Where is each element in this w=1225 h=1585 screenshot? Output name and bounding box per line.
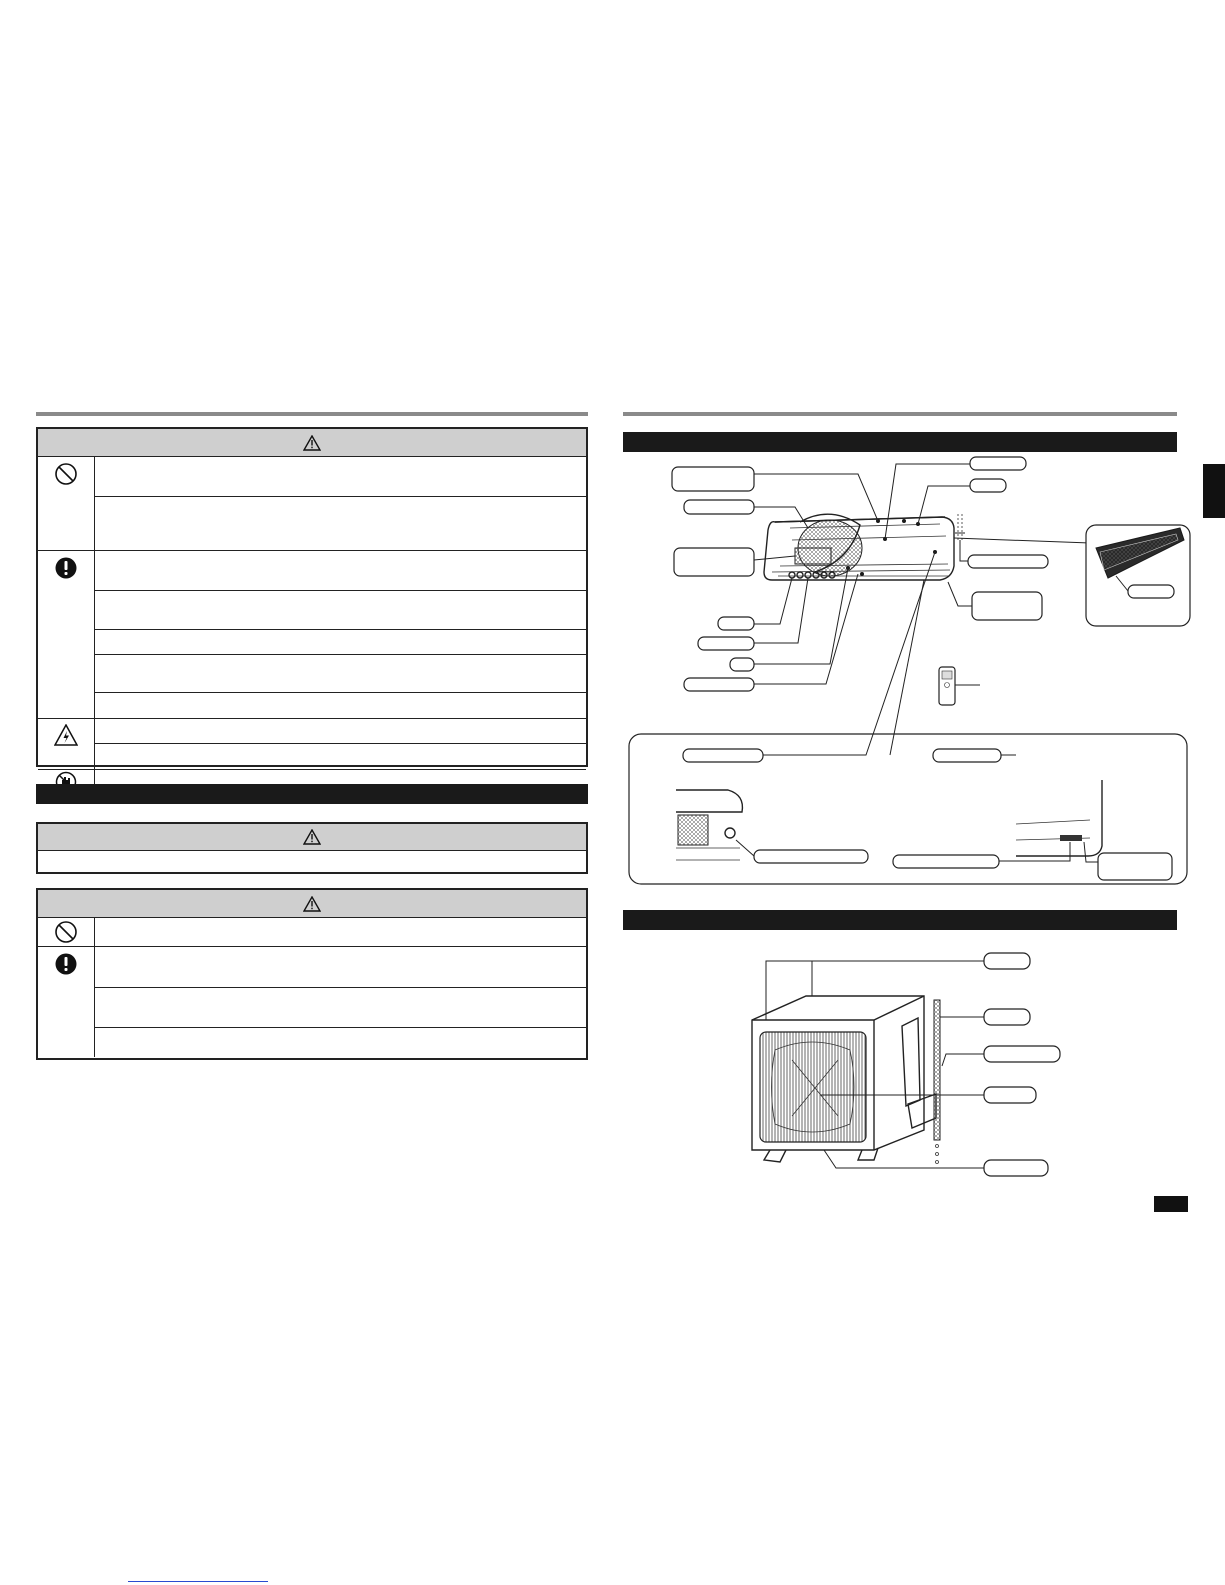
warning-item bbox=[95, 719, 586, 744]
inset-panel-details bbox=[629, 552, 1187, 884]
warning-item bbox=[95, 1028, 586, 1054]
callout-box bbox=[672, 467, 754, 491]
right-header-rule bbox=[623, 412, 1177, 416]
warning-item bbox=[95, 655, 586, 693]
caution-table-maintenance bbox=[36, 888, 588, 1060]
section-bar-indoor-unit bbox=[623, 432, 1177, 452]
callout-box bbox=[970, 479, 1006, 492]
callout-box bbox=[984, 1009, 1030, 1025]
warning-item bbox=[38, 851, 586, 872]
section-bar-outdoor-unit bbox=[623, 910, 1177, 930]
callout-box bbox=[984, 1087, 1036, 1103]
warning-item bbox=[95, 630, 586, 656]
warning-group-electric bbox=[38, 719, 586, 770]
callout-box bbox=[972, 592, 1042, 620]
callout-box bbox=[730, 658, 754, 671]
indoor-unit-drawing bbox=[764, 514, 962, 580]
remote-control-drawing bbox=[939, 667, 980, 705]
footer-link-underline bbox=[128, 1581, 268, 1582]
warning-item bbox=[95, 591, 586, 630]
left-header-rule bbox=[36, 412, 588, 416]
warning-triangle-icon bbox=[303, 435, 321, 451]
warning-triangle-icon bbox=[303, 829, 321, 845]
callout-box bbox=[684, 678, 754, 691]
warning-table-header bbox=[38, 824, 586, 851]
inset-indoor-detail bbox=[1086, 525, 1190, 626]
exclamation-icon bbox=[38, 551, 95, 718]
caution-group-mandatory bbox=[38, 947, 586, 1057]
callout-box bbox=[984, 953, 1030, 969]
warning-table-header bbox=[38, 429, 586, 457]
warning-item bbox=[95, 744, 586, 769]
callout-box bbox=[968, 555, 1048, 568]
drain-hose-drawing bbox=[934, 1000, 940, 1164]
outdoor-unit-drawing bbox=[752, 996, 940, 1164]
warning-group-prohibited bbox=[38, 457, 586, 551]
callout-box bbox=[684, 500, 754, 514]
caution-table-header bbox=[38, 890, 586, 918]
warning-item bbox=[95, 918, 586, 946]
indoor-control-buttons bbox=[789, 572, 835, 578]
callout-box bbox=[984, 1160, 1048, 1176]
warning-table-operation bbox=[36, 427, 588, 767]
electric-shock-icon bbox=[38, 719, 95, 769]
page-number-badge bbox=[1154, 1196, 1188, 1212]
warning-table-maintenance bbox=[36, 822, 588, 874]
callout-box bbox=[674, 548, 754, 576]
language-edge-tab bbox=[1203, 464, 1225, 518]
callout-box bbox=[984, 1046, 1060, 1062]
warning-item bbox=[95, 947, 586, 988]
warning-item bbox=[95, 988, 586, 1028]
prohibition-icon bbox=[38, 457, 95, 550]
warning-triangle-icon bbox=[303, 896, 321, 912]
callout-box bbox=[718, 617, 754, 630]
warning-group-mandatory bbox=[38, 551, 586, 719]
caution-group-prohibited bbox=[38, 918, 586, 947]
callout-box bbox=[970, 457, 1026, 470]
warning-item bbox=[95, 497, 586, 523]
section-bar-maintenance bbox=[36, 784, 588, 804]
callout-box bbox=[698, 637, 754, 650]
warning-item bbox=[95, 551, 586, 591]
exclamation-icon bbox=[38, 947, 95, 1057]
warning-item bbox=[95, 457, 586, 497]
prohibition-icon bbox=[38, 918, 95, 946]
warning-item bbox=[95, 693, 586, 718]
